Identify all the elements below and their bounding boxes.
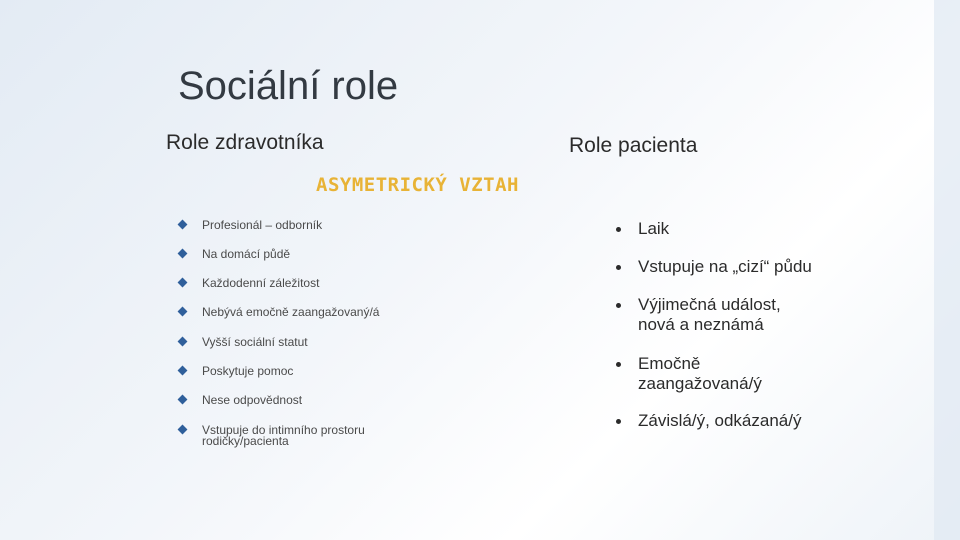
round-bullet-icon: [616, 362, 621, 367]
list-item-text: Profesionál – odborník: [202, 218, 323, 232]
diamond-bullet-icon: [178, 425, 188, 435]
list-item-text: Vyšší sociální statut: [202, 335, 308, 349]
list-item: [614, 219, 904, 239]
round-bullet-icon: [616, 265, 621, 270]
round-bullet-icon: [616, 419, 621, 424]
list-item: [178, 307, 438, 318]
diamond-bullet-icon: [178, 249, 188, 259]
list-item: [178, 337, 438, 348]
list-item-text: Výjimečná událost, nová a neznámá: [638, 295, 781, 334]
diamond-bullet-icon: [178, 220, 188, 230]
diamond-bullet-icon: [178, 366, 188, 376]
list-item-text: Poskytuje pomoc: [202, 364, 294, 378]
asymmetric-relation-banner: ASYMETRICKÝ VZTAH: [316, 174, 519, 196]
decorative-side-strip: [934, 0, 960, 540]
heading-role-zdravotnika: Role zdravotníka: [166, 131, 324, 154]
heading-role-pacienta: Role pacienta: [569, 134, 698, 157]
list-item: [178, 425, 438, 447]
slide-title: Sociální role: [178, 64, 399, 108]
list-item-text: Laik: [638, 219, 670, 238]
list-item-text: Na domácí půdě: [202, 247, 291, 261]
diamond-bullet-icon: [178, 337, 188, 347]
list-item-text: Vstupuje do intimního prostoru rodičky/pacienta: [202, 423, 365, 448]
list-item-text: Emočně zaangažovaná/ý: [638, 354, 762, 393]
diamond-bullet-icon: [178, 278, 188, 288]
list-item: [614, 295, 814, 335]
list-item-text: Nebývá emočně zaangažovaný/á: [202, 305, 380, 319]
list-item-text: Nese odpovědnost: [202, 393, 303, 407]
list-item: [178, 395, 438, 406]
list-item: [614, 354, 814, 394]
round-bullet-icon: [616, 227, 621, 232]
diamond-bullet-icon: [178, 307, 188, 317]
list-item-text: Závislá/ý, odkázaná/ý: [638, 411, 802, 430]
list-item-text: Každodenní záležitost: [202, 276, 320, 290]
list-item: [178, 366, 438, 377]
list-item-text: Vstupuje na „cizí“ půdu: [638, 257, 812, 276]
diamond-bullet-icon: [178, 395, 188, 405]
list-item: [178, 220, 438, 231]
list-item: [614, 411, 904, 431]
list-item: [178, 249, 438, 260]
round-bullet-icon: [616, 303, 621, 308]
list-item: [614, 257, 904, 277]
list-item: [178, 278, 438, 289]
